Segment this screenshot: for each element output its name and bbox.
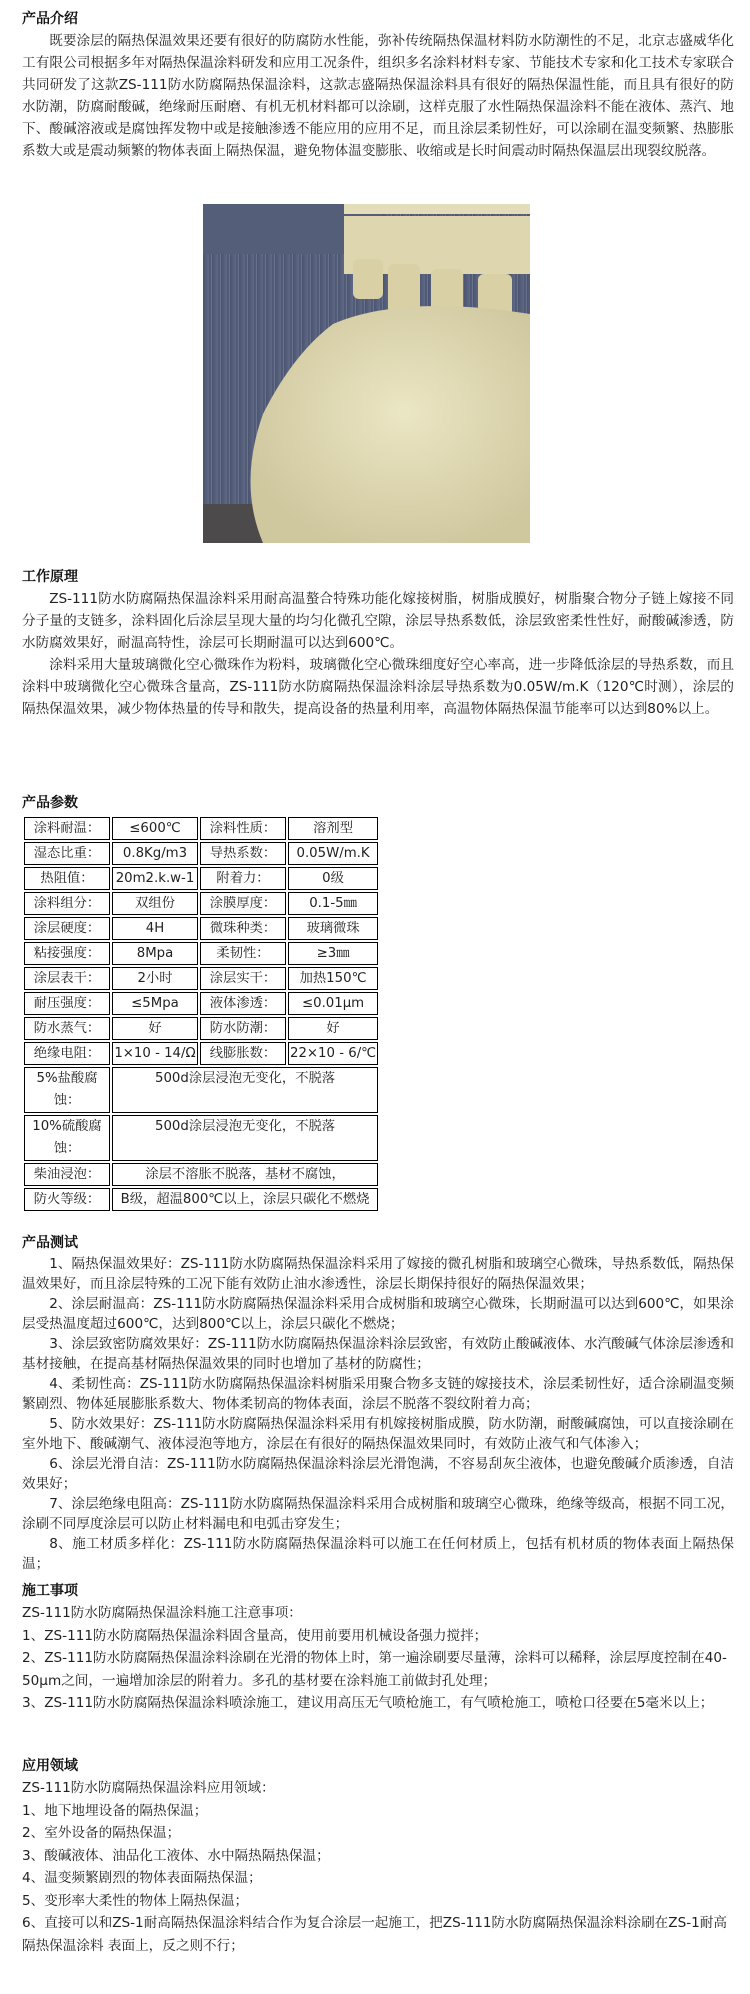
- params-heading: 产品参数: [22, 795, 78, 811]
- param-label: 微珠种类：: [200, 917, 286, 940]
- param-label: 柔韧性：: [200, 942, 286, 965]
- params-row: [24, 842, 378, 865]
- application-line: 4、温变频繁剧烈的物体表面隔热保温；: [22, 1870, 262, 1886]
- params-row: [24, 967, 378, 990]
- param-value: 0级: [288, 867, 378, 890]
- param-label: 涂料组分：: [24, 892, 110, 915]
- param-label: 湿态比重：: [24, 842, 110, 865]
- param-label: 防水防潮：: [200, 1017, 286, 1040]
- param-value: 好: [112, 1017, 198, 1040]
- param-value: ≤600℃: [112, 817, 198, 840]
- applications-section: [22, 1755, 734, 1957]
- principle-heading: 工作原理: [22, 569, 78, 585]
- applications-heading: 应用领域: [22, 1758, 78, 1774]
- param-value: 溶剂型: [288, 817, 378, 840]
- param-label: 柴油浸泡：: [24, 1163, 110, 1186]
- params-row: [24, 1067, 378, 1113]
- params-row: [24, 1017, 378, 1040]
- test-item: 7、涂层绝缘电阻高：ZS-111防水防腐隔热保温涂料采用合成树脂和玻璃空心微珠，绝缘等级高，根据不同工况，涂刷不同厚度涂层可以防止材料漏电和电弧击穿发生；: [22, 1496, 734, 1532]
- application-line: 5、变形率大柔性的物体上隔热保温；: [22, 1892, 249, 1909]
- construction-line: 1、ZS-111防水防腐隔热保温涂料固含量高，使用前要用机械设备强力搅拌；: [22, 1627, 488, 1644]
- principle-paragraph: 涂料采用大量玻璃微化空心微珠作为粉料，玻璃微化空心微珠细度好空心率高，进一步降低涂层的导热系数，而且涂料中玻璃微化空心微珠含量高，ZS-111防水防腐隔热保温涂料涂层导热系数为0.05W/m.K（120℃时测），涂层的隔热保温效果，减少物体热量的传导和散失，提高设备的热量利用率，高温物体隔热保温节能率可以达到80%以上。: [22, 657, 734, 717]
- param-label: 5%盐酸腐蚀：: [24, 1067, 110, 1113]
- param-value: 涂层不溶胀不脱落，基材不腐蚀，: [112, 1163, 378, 1186]
- params-row: [24, 917, 378, 940]
- param-label: 涂层硬度：: [24, 917, 110, 940]
- param-label: 防火等级：: [24, 1188, 110, 1211]
- application-line: ZS-111防水防腐隔热保温涂料应用领域：: [22, 1780, 275, 1796]
- param-label: 涂膜厚度：: [200, 892, 286, 915]
- params-table: [22, 815, 380, 1213]
- param-value: 好: [288, 1017, 378, 1040]
- param-value: 加热150℃: [288, 967, 378, 990]
- params-row: [24, 1042, 378, 1065]
- params-section: [22, 792, 734, 814]
- params-row: [24, 942, 378, 965]
- param-value: 0.8Kg/m3: [112, 842, 198, 865]
- param-value: ≤5Mpa: [112, 992, 198, 1015]
- params-row: [24, 1115, 378, 1161]
- application-line: 2、室外设备的隔热保温；: [22, 1825, 181, 1841]
- param-label: 涂层表干：: [24, 967, 110, 990]
- intro-section: [22, 8, 734, 162]
- construction-section: [22, 1580, 734, 1715]
- test-item: 3、涂层致密防腐效果好：ZS-111防水防腐隔热保温涂料涂层致密，有效防止酸碱液体、水汽酸碱气体涂层渗透和基材接触，在提高基材隔热保温效果的同时也增加了基材的防腐性；: [22, 1336, 734, 1372]
- application-line: 6、直接可以和ZS-1耐高隔热保温涂料结合作为复合涂层一起施工，把ZS-111防水防腐隔热保温涂料涂刷在ZS-1耐高隔热保温涂料 表面上，反之则不行；: [22, 1915, 727, 1954]
- params-row: [24, 1188, 378, 1211]
- param-value: 22×10 - 6/℃: [288, 1042, 378, 1065]
- param-value: 1×10 - 14/Ω: [112, 1042, 198, 1065]
- param-value: 500d涂层浸泡无变化，不脱落: [112, 1115, 378, 1161]
- param-value: 8Mpa: [112, 942, 198, 965]
- params-row: [24, 1163, 378, 1186]
- application-line: 3、酸碱液体、油品化工液体、水中隔热隔热保温；: [22, 1847, 330, 1864]
- test-item: 4、柔韧性高：ZS-111防水防腐隔热保温涂料树脂采用聚合物多支链的嫁接技术，涂层柔韧性好，适合涂刷温变频繁剧烈、物体延展膨胀系数大、物体柔韧高的物体表面，涂层不脱落不裂纹附着力高；: [22, 1376, 734, 1412]
- param-value: 0.05W/m.K: [288, 842, 378, 865]
- params-row: [24, 817, 378, 840]
- construction-line: 3、ZS-111防水防腐隔热保温涂料喷涂施工，建议用高压无气喷枪施工，有气喷枪施工，喷枪口径要在5毫米以上；: [22, 1695, 714, 1711]
- param-value: 4H: [112, 917, 198, 940]
- param-value: 0.1-5㎜: [288, 892, 378, 915]
- tests-section: [22, 1232, 734, 1574]
- param-label: 粘接强度：: [24, 942, 110, 965]
- param-label: 线膨胀数：: [200, 1042, 286, 1065]
- param-label: 防水蒸气：: [24, 1017, 110, 1040]
- param-label: 导热系数：: [200, 842, 286, 865]
- principle-paragraph: ZS-111防水防腐隔热保温涂料采用耐高温螯合特殊功能化嫁接树脂，树脂成膜好，树脂聚合物分子链上嫁接不同分子量的支链多，涂料固化后涂层呈现大量的均匀化微孔空隙，涂层导热系数低，涂层致密柔性性好，耐酸碱渗透，防水防腐效果好，耐温高特性，涂层可长期耐温可以达到600℃。: [22, 591, 734, 651]
- param-value: B级，超温800℃以上，涂层只碳化不燃烧: [112, 1188, 378, 1211]
- param-value: ≥3㎜: [288, 942, 378, 965]
- params-row: [24, 992, 378, 1015]
- param-label: 涂料耐温：: [24, 817, 110, 840]
- test-item: 2、涂层耐温高：ZS-111防水防腐隔热保温涂料采用合成树脂和玻璃空心微珠，长期耐温可以达到600℃，如果涂层受热温度超过600℃，达到800℃以上，涂层只碳化不燃烧；: [22, 1296, 734, 1332]
- tests-heading: 产品测试: [22, 1235, 78, 1251]
- param-label: 绝缘电阻：: [24, 1042, 110, 1065]
- test-item: 8、施工材质多样化：ZS-111防水防腐隔热保温涂料可以施工在任何材质上，包括有机材质的物体表面上隔热保温；: [22, 1536, 734, 1572]
- param-label: 热阻值：: [24, 867, 110, 890]
- param-value: 双组份: [112, 892, 198, 915]
- coated-valve-photo: [203, 204, 530, 543]
- test-item: 6、涂层光滑自洁：ZS-111防水防腐隔热保温涂料涂层光滑饱满，不容易刮灰尘液体，也避免酸碱介质渗透，自洁效果好；: [22, 1456, 734, 1492]
- intro-heading: 产品介绍: [22, 11, 78, 27]
- param-label: 涂料性质：: [200, 817, 286, 840]
- construction-heading: 施工事项: [22, 1583, 78, 1599]
- param-label: 涂层实干：: [200, 967, 286, 990]
- param-value: 2小时: [112, 967, 198, 990]
- intro-paragraph: 既要涂层的隔热保温效果还要有很好的防腐防水性能，弥补传统隔热保温材料防水防潮性的不足，北京志盛威华化工有限公司根据多年对隔热保温涂料研发和应用工况条件，组织多名涂料材料专家、节能技术专家和化工技术专家联合共同研发了这款ZS-111防水防腐隔热保温涂料，这款志盛隔热保温涂料具有很好的隔热保温性能，而且具有很好的防水防潮，防腐耐酸碱，绝缘耐压耐磨、有机无机材料都可以涂刷，这样克服了水性隔热保温涂料不能在液体、蒸汽、地下、酸碱溶液或是腐蚀挥发物中或是接触渗透不能应用的应用不足，而且涂层柔韧性好，可以涂刷在温变频繁、热膨胀系数大或是震动频繁的物体表面上隔热保温，避免物体温变膨胀、收缩或是长时间震动时隔热保温层出现裂纹脱落。: [22, 33, 734, 159]
- param-value: ≤0.01μm: [288, 992, 378, 1015]
- test-item: 5、防水效果好：ZS-111防水防腐隔热保温涂料采用有机嫁接树脂成膜，防水防潮，耐酸碱腐蚀，可以直接涂刷在室外地下、酸碱潮气、液体浸泡等地方，涂层在有很好的隔热保温效果同时，有效防止液气和气体渗入；: [22, 1416, 734, 1452]
- construction-line: ZS-111防水防腐隔热保温涂料施工注意事项：: [22, 1605, 302, 1621]
- param-label: 10%硫酸腐蚀：: [24, 1115, 110, 1161]
- params-row: [24, 892, 378, 915]
- construction-line: 2、ZS-111防水防腐隔热保温涂料涂刷在光滑的物体上时，第一遍涂刷要尽量薄，涂料可以稀释，涂层厚度控制在40-50μm之间，一遍增加涂层的附着力。多孔的基材要在涂料施工前做封孔处理；: [22, 1650, 727, 1689]
- param-value: 500d涂层浸泡无变化，不脱落: [112, 1067, 378, 1113]
- principle-section: [22, 566, 734, 720]
- application-line: 1、地下地埋设备的隔热保温；: [22, 1802, 208, 1819]
- params-row: [24, 867, 378, 890]
- param-label: 附着力：: [200, 867, 286, 890]
- param-label: 液体渗透：: [200, 992, 286, 1015]
- param-value: 20m2.k.w-1: [112, 867, 198, 890]
- param-value: 玻璃微珠: [288, 917, 378, 940]
- param-label: 耐压强度：: [24, 992, 110, 1015]
- test-item: 1、隔热保温效果好：ZS-111防水防腐隔热保温涂料采用了嫁接的微孔树脂和玻璃空心微珠，导热系数低，隔热保温效果好，而且涂层特殊的工况下能有效防止油水渗透性，涂层长期保持很好的隔热保温效果；: [22, 1256, 734, 1292]
